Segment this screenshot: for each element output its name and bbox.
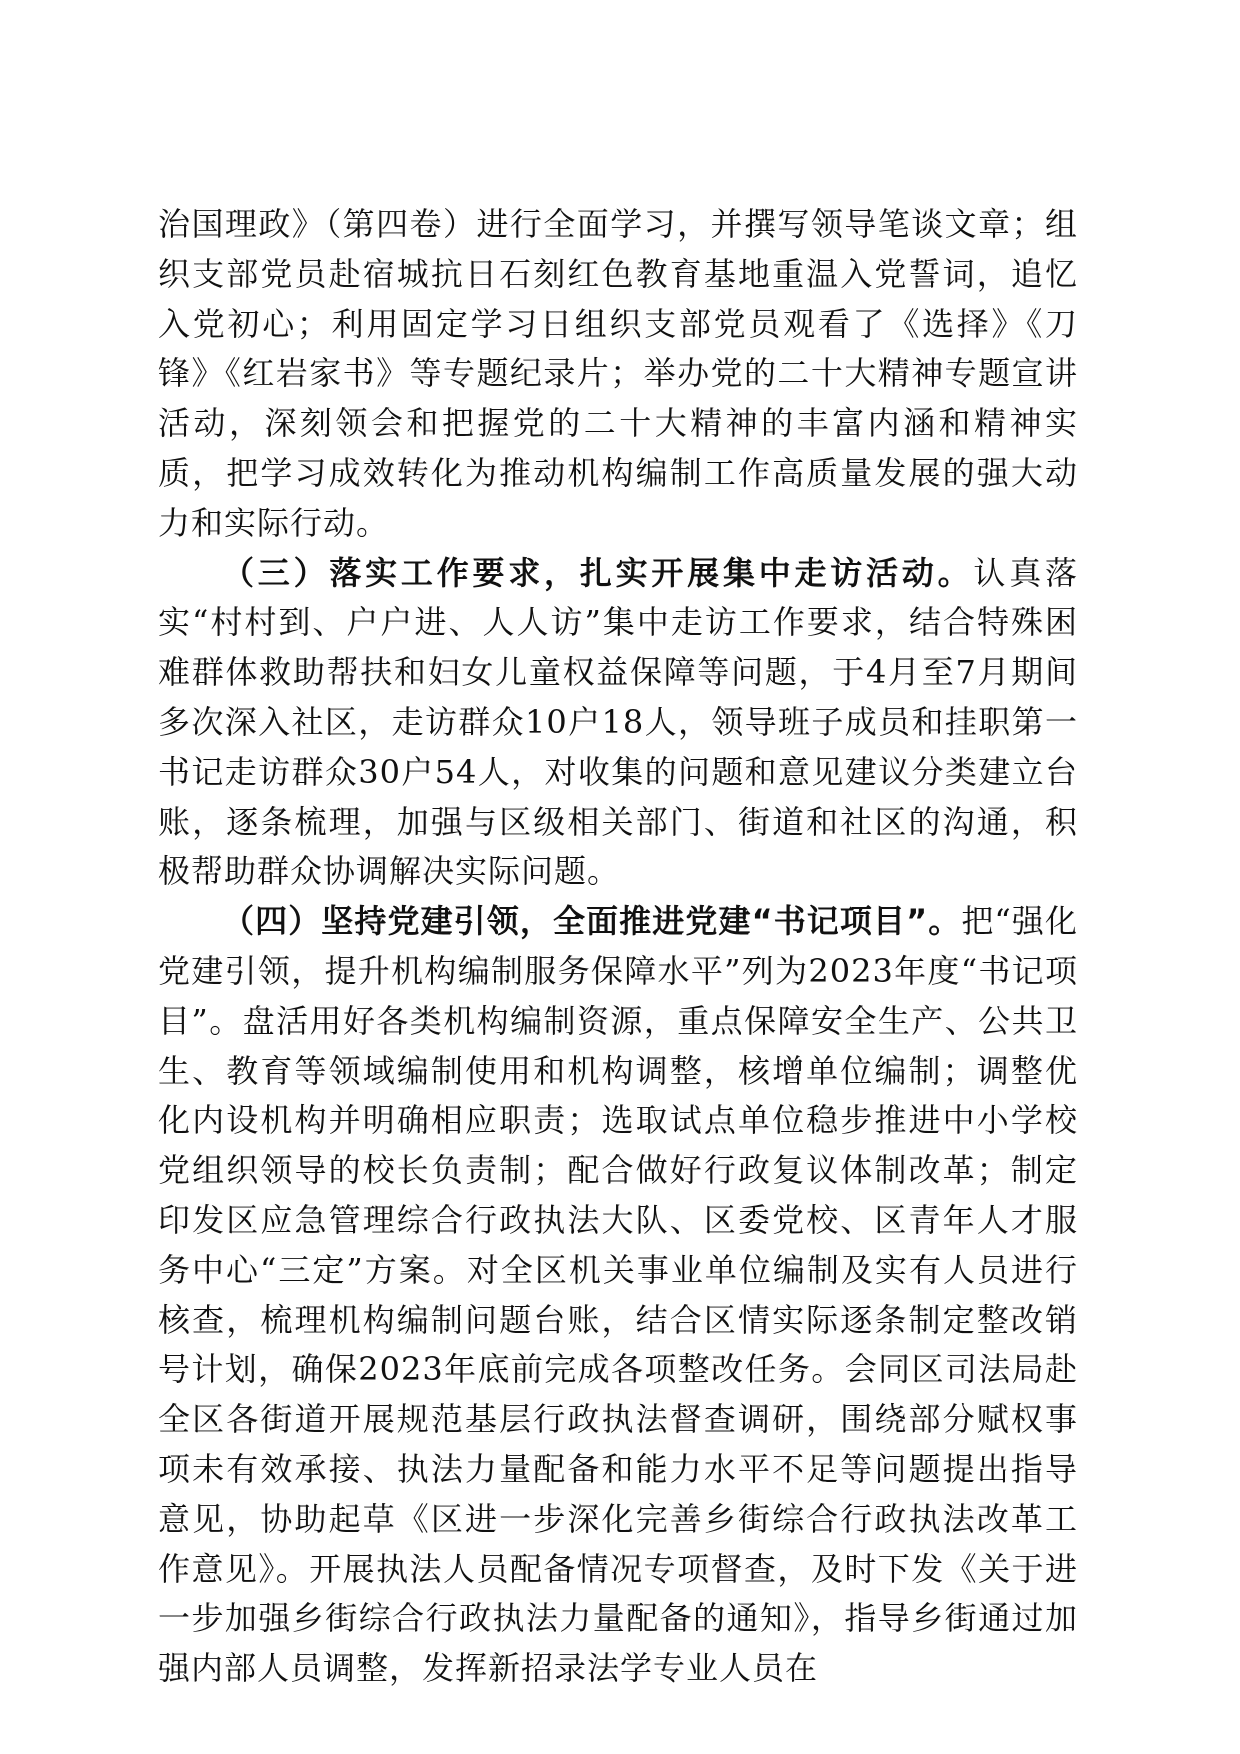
paragraph-continuation (158, 200, 1078, 549)
paragraph-section-three (158, 549, 1078, 898)
paragraph-text: 把“强化党建引领，提升机构编制服务保障水平”列为2023年度“书记项目”。盘活用好各类机构编制资源，重点保障安全生产、公共卫生、教育等领域编制使用和机构调整，核增单位编制；调整优化内设机构并明确相应职责；选取试点单位稳步推进中小学校党组织领导的校长负责制；配合做好行政复议体制改革；制定印发区应急管理综合行政执法大队、区委党校、区青年人才服务中心“三定”方案。对全区机关事业单位编制及实有人员进行核查，梳理机构编制问题台账，结合区情实际逐条制定整改销号计划，确保2023年底前完成各项整改任务。会同区司法局赴全区各街道开展规范基层行政执法督查调研，围绕部分赋权事项未有效承接、执法力量配备和能力水平不足等问题提出指导意见，协助起草《区进一步深化完善乡街综合行政执法改革工作意见》。开展执法人员配备情况专项督查，及时下发《关于进一步加强乡街综合行政执法力量配备的通知》，指导乡街通过加强内部人员调整，发挥新招录法学专业人员在 (158, 902, 1078, 1688)
document-body (158, 200, 1078, 1694)
section-heading-three: （三）落实工作要求，扎实开展集中走访活动。 (222, 553, 974, 592)
paragraph-text: 认真落实“村村到、户户进、人人访”集中走访工作要求，结合特殊困难群体救助帮扶和妇女儿童权益保障等问题，于4月至7月期间多次深入社区，走访群众10户18人，领导班子成员和挂职第一书记走访群众30户54人，对收集的问题和意见建议分类建立台账，逐条梳理，加强与区级相关部门、街道和社区的沟通，积极帮助群众协调解决实际问题。 (158, 553, 1078, 891)
section-heading-four: （四）坚持党建引领，全面推进党建“书记项目”。 (222, 902, 962, 941)
paragraph-section-four (158, 897, 1078, 1694)
paragraph-text: 治国理政》（第四卷）进行全面学习，并撰写领导笔谈文章；组织支部党员赴宿城抗日石刻红色教育基地重温入党誓词，追忆入党初心；利用固定学习日组织支部党员观看了《选择》《刀锋》《红岩家书》等专题纪录片；举办党的二十大精神专题宣讲活动，深刻领会和把握党的二十大精神的丰富内涵和精神实质，把学习成效转化为推动机构编制工作高质量发展的强大动力和实际行动。 (158, 205, 1078, 542)
